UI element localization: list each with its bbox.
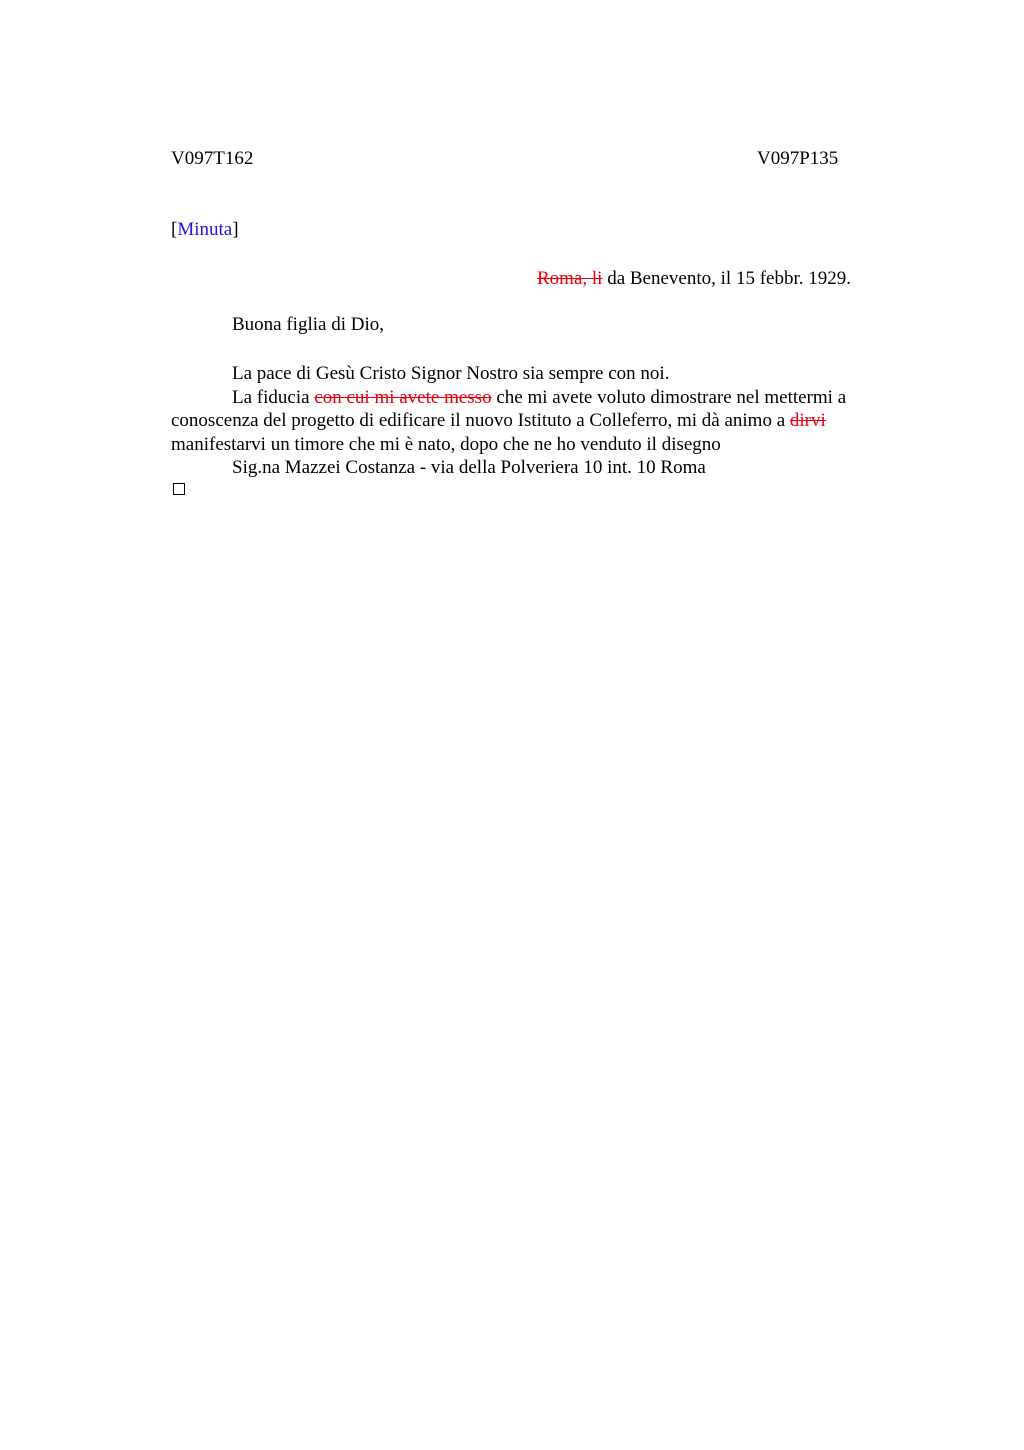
- body-line-3: [171, 409, 906, 433]
- deleted-phrase: con cui mi avete messo: [314, 386, 492, 408]
- body-line-3-start: conoscenza del progetto di edificare il nuovo Istituto a Colleferro, mi dà animo a: [171, 410, 790, 431]
- date-text: da Benevento, il 15 febbr. 1929.: [602, 268, 851, 289]
- letter-body: [171, 362, 906, 480]
- document-code-left: V097T162: [171, 148, 254, 169]
- minuta-label-line: [171, 218, 239, 241]
- body-line-2-start: La fiducia: [232, 386, 315, 408]
- body-line-2-end: che mi avete voluto dimostrare nel mettermi a: [491, 386, 847, 408]
- checkbox-square[interactable]: [173, 483, 185, 495]
- deleted-place-text: Roma, li: [537, 268, 603, 289]
- body-line-4: manifestarvi un timore che mi è nato, dopo che ne ho venduto il disegno: [171, 433, 721, 455]
- minuta-label: Minuta: [177, 219, 233, 240]
- salutation: Buona figlia di Dio,: [232, 314, 384, 335]
- body-line-2: [171, 386, 906, 410]
- minuta-close-bracket: ]: [232, 219, 239, 240]
- date-line: [537, 267, 851, 290]
- minuta-open-bracket: [: [171, 219, 178, 240]
- recipient-address: Sig.na Mazzei Costanza - via della Polveriera 10 int. 10 Roma: [232, 457, 706, 478]
- body-line-greeting: La pace di Gesù Cristo Signor Nostro sia sempre con noi.: [232, 363, 670, 384]
- deleted-word: dirvi: [789, 410, 826, 431]
- document-code-right: V097P135: [757, 148, 839, 169]
